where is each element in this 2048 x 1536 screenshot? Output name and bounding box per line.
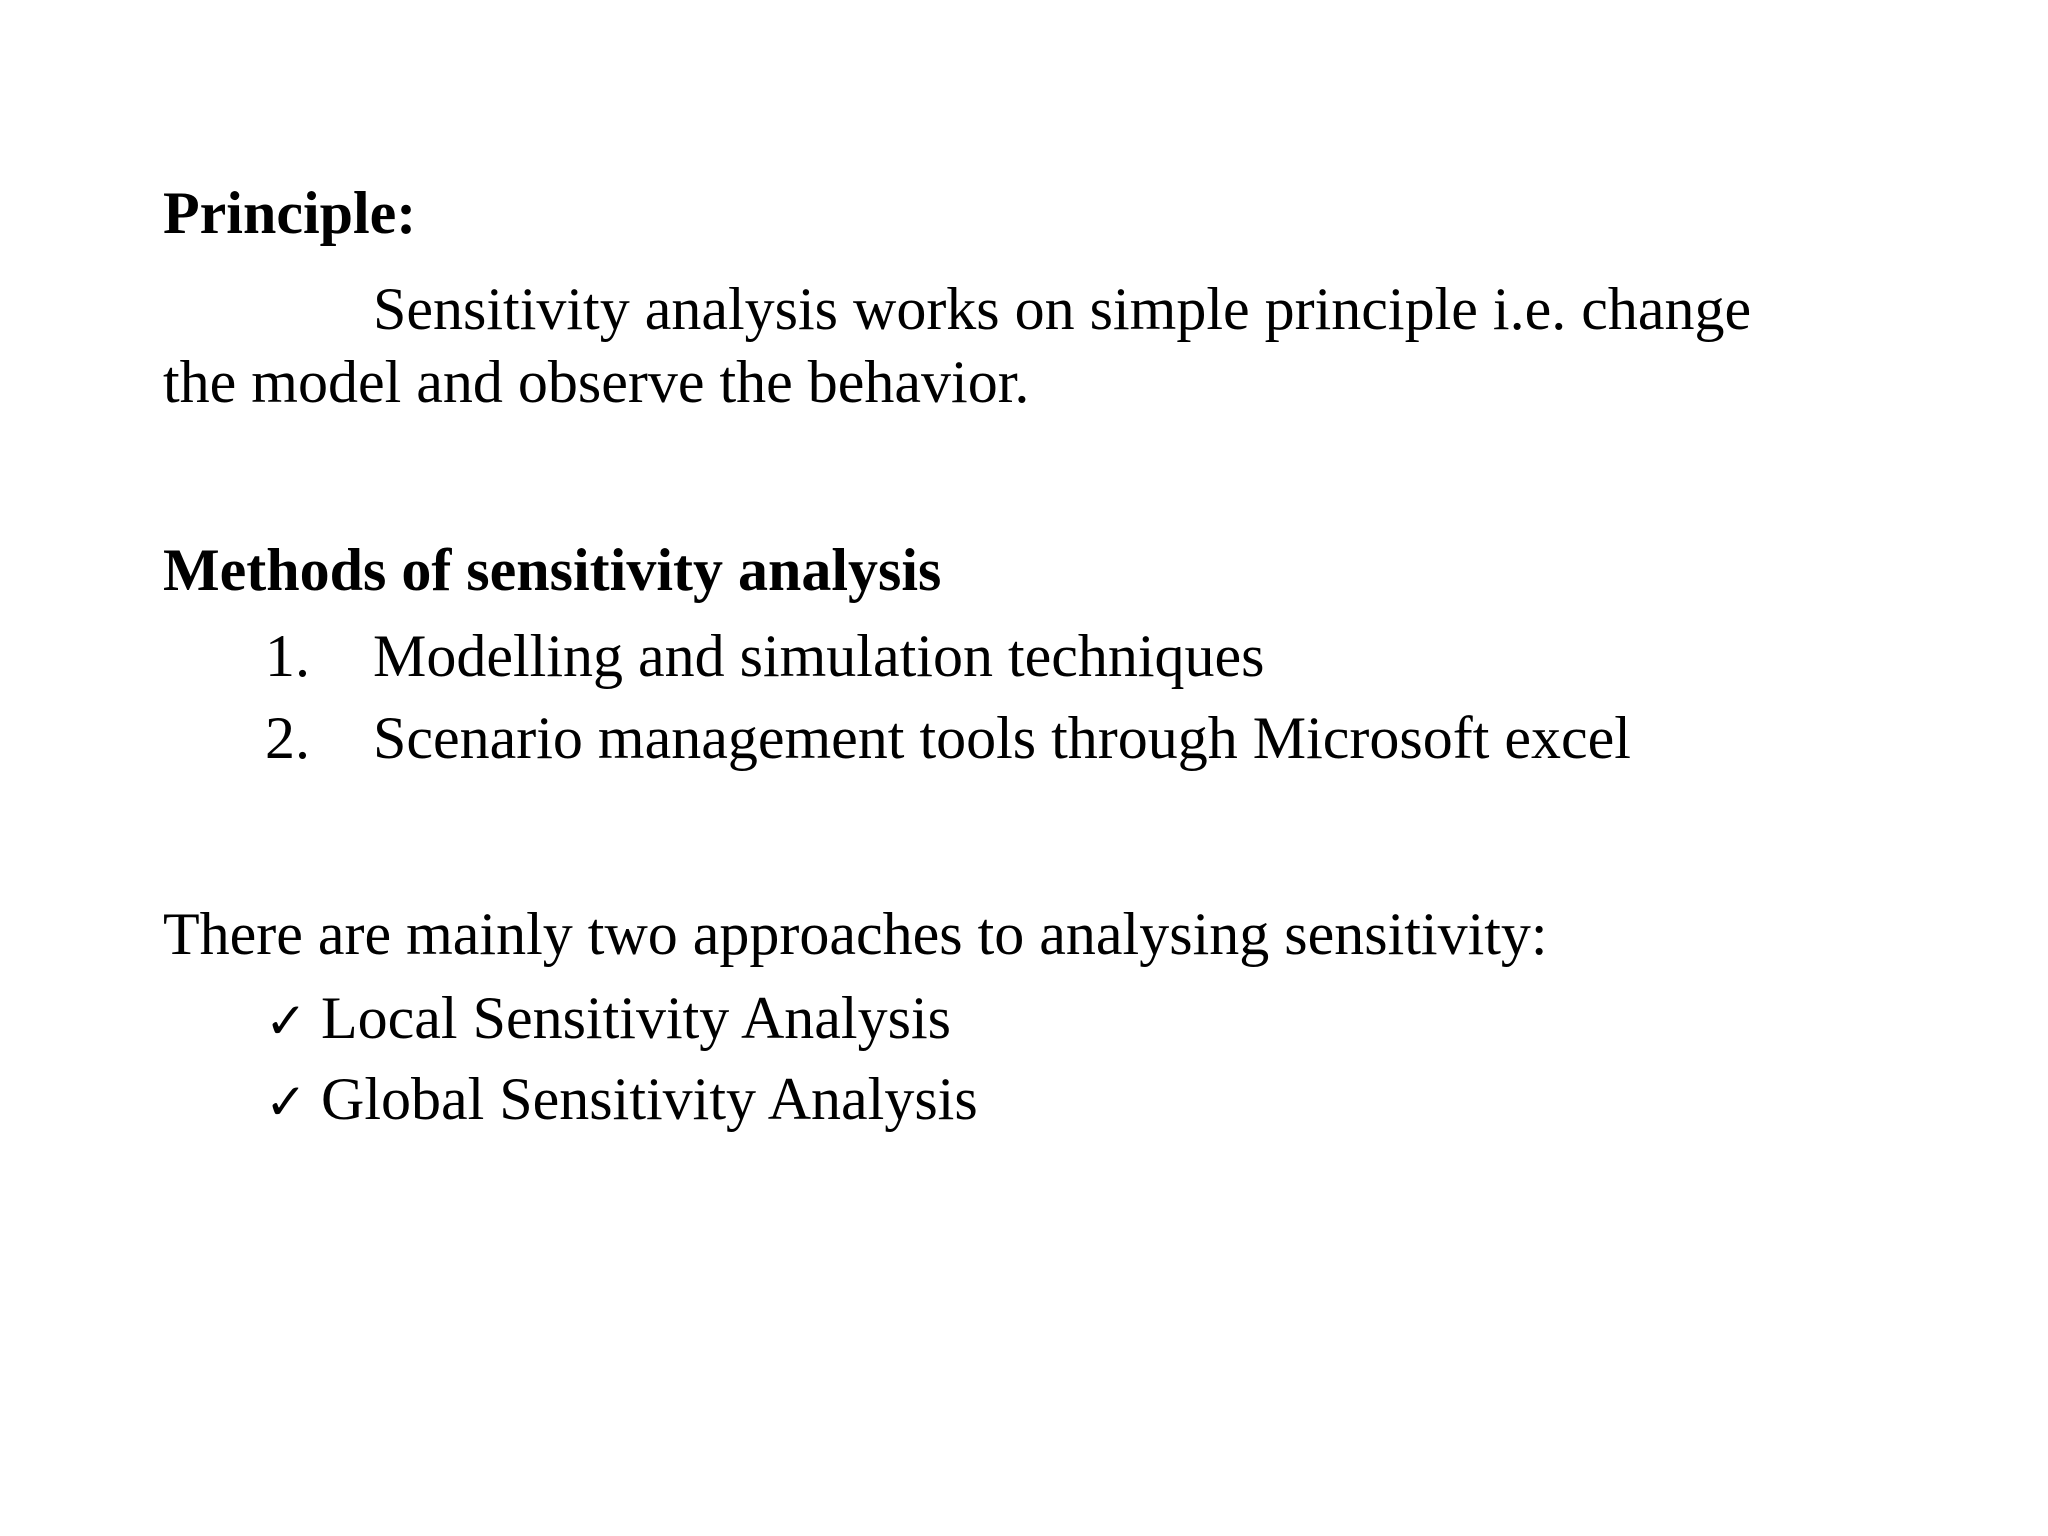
principle-text-line-1: Sensitivity analysis works on simple principle i.e. change (373, 276, 1752, 342)
approach-item-global (265, 1066, 978, 1132)
list-text: Modelling and simulation techniques (373, 623, 1265, 689)
approach-label: Local Sensitivity Analysis (321, 985, 951, 1051)
list-number: 1. (265, 623, 310, 689)
approaches-intro: There are mainly two approaches to analysing sensitivity: (163, 901, 1548, 967)
principle-text-line-2: the model and observe the behavior. (163, 349, 1030, 415)
methods-heading: Methods of sensitivity analysis (163, 537, 942, 603)
approach-item-local (265, 985, 951, 1051)
checkmark-icon: ✓ (265, 992, 307, 1050)
checkmark-icon: ✓ (265, 1073, 307, 1131)
approach-label: Global Sensitivity Analysis (321, 1066, 978, 1132)
list-text: Scenario management tools through Microsoft excel (373, 705, 1631, 771)
principle-heading: Principle: (163, 180, 417, 246)
list-number: 2. (265, 705, 310, 771)
